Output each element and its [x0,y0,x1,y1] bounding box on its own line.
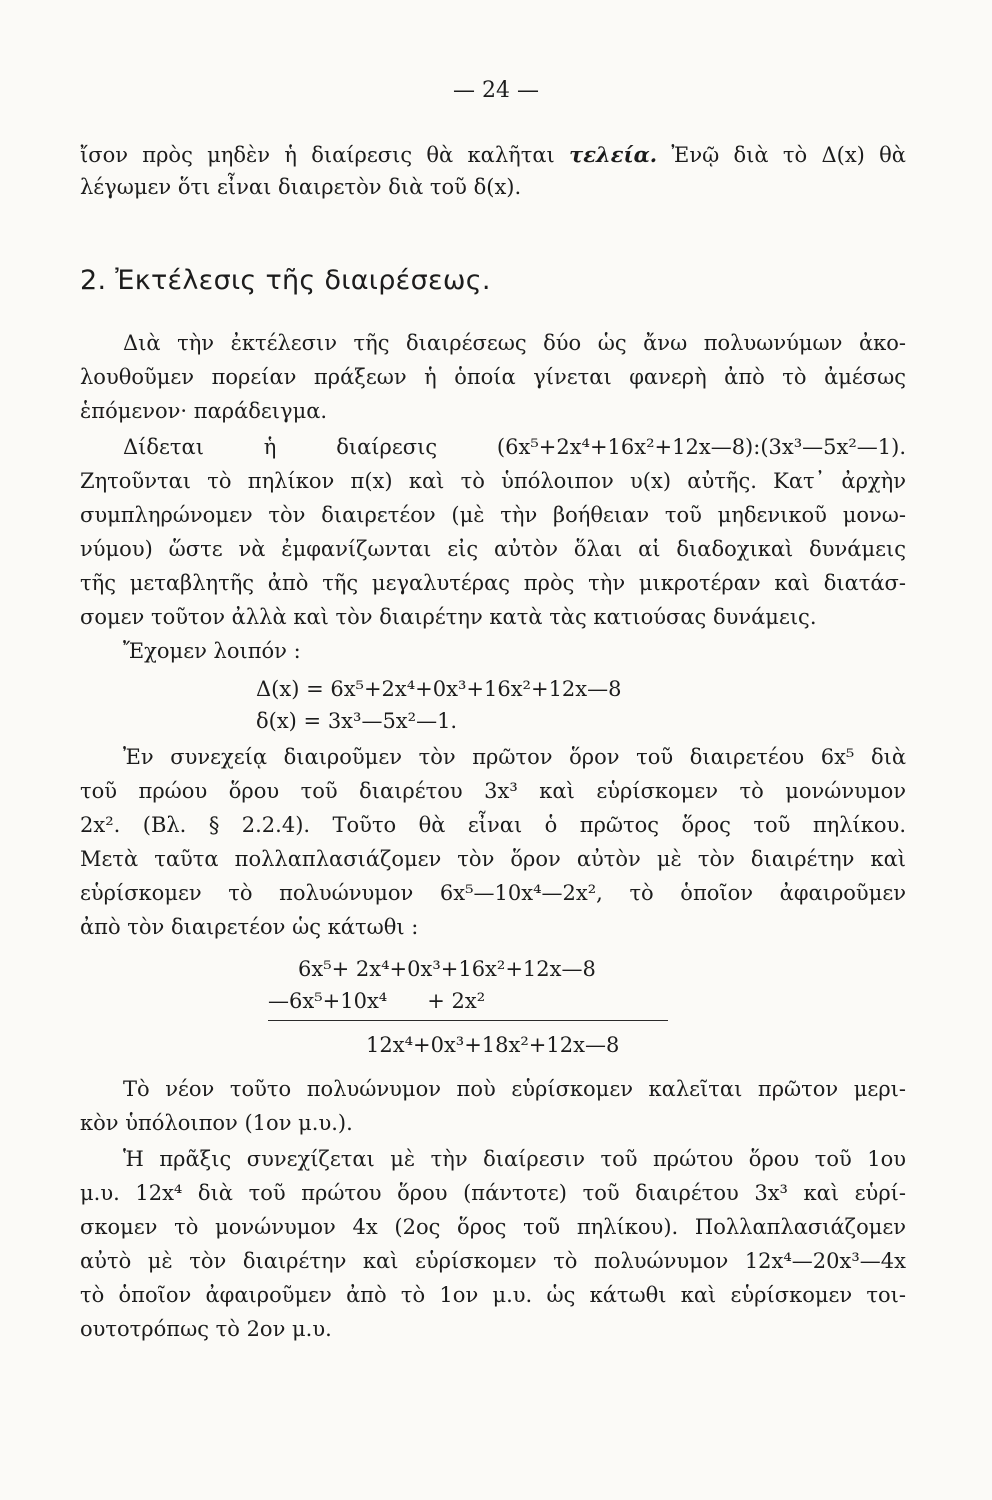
paragraph-5-line-1: Ἡ πρᾶξις συνεχίζεται μὲ τὴν διαίρεσιν τοῦ πρώτου ὅρου τοῦ 1ου [123,1147,906,1171]
intro-line-1-start: ἴσον πρὸς μηδὲν ἡ διαίρεσις θὰ καλῆται [80,143,570,167]
paragraph-2-line-3: συμπληρώνομεν τὸν διαιρετέον (μὲ τὴν βοήθειαν τοῦ μηδενικοῦ μονω- [80,503,906,527]
paragraph-1-line-3: ἑπόμενον· παράδειγμα. [80,399,328,423]
section-heading: 2. Ἐκτέλεσις τῆς διαιρέσεως. [80,265,491,296]
paragraph-2-line-7: Ἔχομεν λοιπόν : [123,639,301,663]
paragraph-3-line-1: Ἐν συνεχείᾳ διαιροῦμεν τὸν πρῶτον ὅρον τοῦ διαιρετέου 6x⁵ διὰ [123,745,906,769]
paragraph-3-line-3: 2x². (Βλ. § 2.2.4). Τοῦτο θὰ εἶναι ὁ πρῶτος ὅρος τοῦ πηλίκου. [80,813,906,837]
intro-term-teleia: τελεία. [569,142,658,167]
paragraph-5-line-3: σκομεν τὸ μονώνυμον 4x (2ος ὅρος τοῦ πηλίκου). Πολλαπλασιάζομεν [80,1215,906,1239]
paragraph-3-line-4: Μετὰ ταῦτα πολλαπλασιάζομεν τὸν ὅρον αὐτὸν μὲ τὸν διαιρέτην καὶ [80,847,906,871]
intro-line-1-end: Ἐνῷ διὰ τὸ Δ(x) θὰ [657,143,906,167]
dividend-equation: Δ(x) = 6x⁵+2x⁴+0x³+16x²+12x—8 [256,677,622,701]
intro-line-2: λέγωμεν ὅτι εἶναι διαιρετὸν διὰ τοῦ δ(x). [80,175,522,199]
paragraph-5-line-6: ουτοτρόπως τὸ 2ον μ.υ. [80,1317,332,1341]
paragraph-3-line-5: εὑρίσκομεν τὸ πολυώνυμον 6x⁵—10x⁴—2x², τὸ ὁποῖον ἀφαιροῦμεν [80,881,906,905]
paragraph-2-line-2: Ζητοῦνται τὸ πηλίκον π(x) καὶ τὸ ὑπόλοιπον υ(x) αὐτῆς. Κατ᾽ ἀρχὴν [80,469,906,493]
page-number: — 24 — [453,78,539,103]
paragraph-3-line-2: τοῦ πρώου ὅρου τοῦ διαιρέτου 3x³ καὶ εὑρίσκομεν τὸ μονώνυμον [80,779,906,803]
division-result: 12x⁴+0x³+18x²+12x—8 [366,1033,620,1057]
paragraph-2-line-1: Δίδεται ἡ διαίρεσις (6x⁵+2x⁴+16x²+12x—8):(3x³—5x²—1). [123,435,906,459]
paragraph-5-line-5: τὸ ὁποῖον ἀφαιροῦμεν ἀπὸ τὸ 1ον μ.υ. ὡς κάτωθι καὶ εὑρίσκομεν τοι- [80,1283,906,1307]
intro-line-1 [80,140,906,170]
paragraph-2-line-4: νύμου) ὥστε νὰ ἐμφανίζωνται εἰς αὐτὸν ὅλαι αἱ διαδοχικαὶ δυνάμεις [80,537,906,561]
division-row-1: 6x⁵+ 2x⁴+0x³+16x²+12x—8 [298,957,596,981]
paragraph-1-line-2: λουθοῦμεν πορείαν πράξεων ἡ ὁποία γίνεται φανερὴ ἀπὸ τὸ ἀμέσως [80,365,906,389]
paragraph-2-line-5: τῆς μεταβλητῆς ἀπὸ τῆς μεγαλυτέρας πρὸς τὴν μικροτέραν καὶ διατάσ- [80,571,906,595]
divisor-equation: δ(x) = 3x³—5x²—1. [256,709,458,733]
paragraph-3-line-6: ἀπὸ τὸν διαιρετέον ὡς κάτωθι : [80,915,419,939]
division-rule [268,1020,668,1021]
paragraph-5-line-2: μ.υ. 12x⁴ διὰ τοῦ πρώτου ὅρου (πάντοτε) τοῦ διαιρέτου 3x³ καὶ εὑρί- [80,1181,906,1205]
paragraph-4-line-1: Τὸ νέον τοῦτο πολυώνυμον ποὺ εὑρίσκομεν καλεῖται πρῶτον μερι- [123,1077,906,1101]
paragraph-5-line-4: αὐτὸ μὲ τὸν διαιρέτην καὶ εὑρίσκομεν τὸ πολυώνυμον 12x⁴—20x³—4x [80,1249,906,1273]
paragraph-2-line-6: σομεν τοῦτον ἀλλὰ καὶ τὸν διαιρέτην κατὰ τὰς κατιούσας δυνάμεις. [80,605,817,629]
paragraph-1-line-1: Διὰ τὴν ἐκτέλεσιν τῆς διαιρέσεως δύο ὡς ἄνω πολυωνύμων ἀκο- [123,331,906,355]
paragraph-4-line-2: κὸν ὑπόλοιπον (1ον μ.υ.). [80,1111,353,1135]
division-row-2: —6x⁵+10x⁴ + 2x² [268,989,486,1013]
